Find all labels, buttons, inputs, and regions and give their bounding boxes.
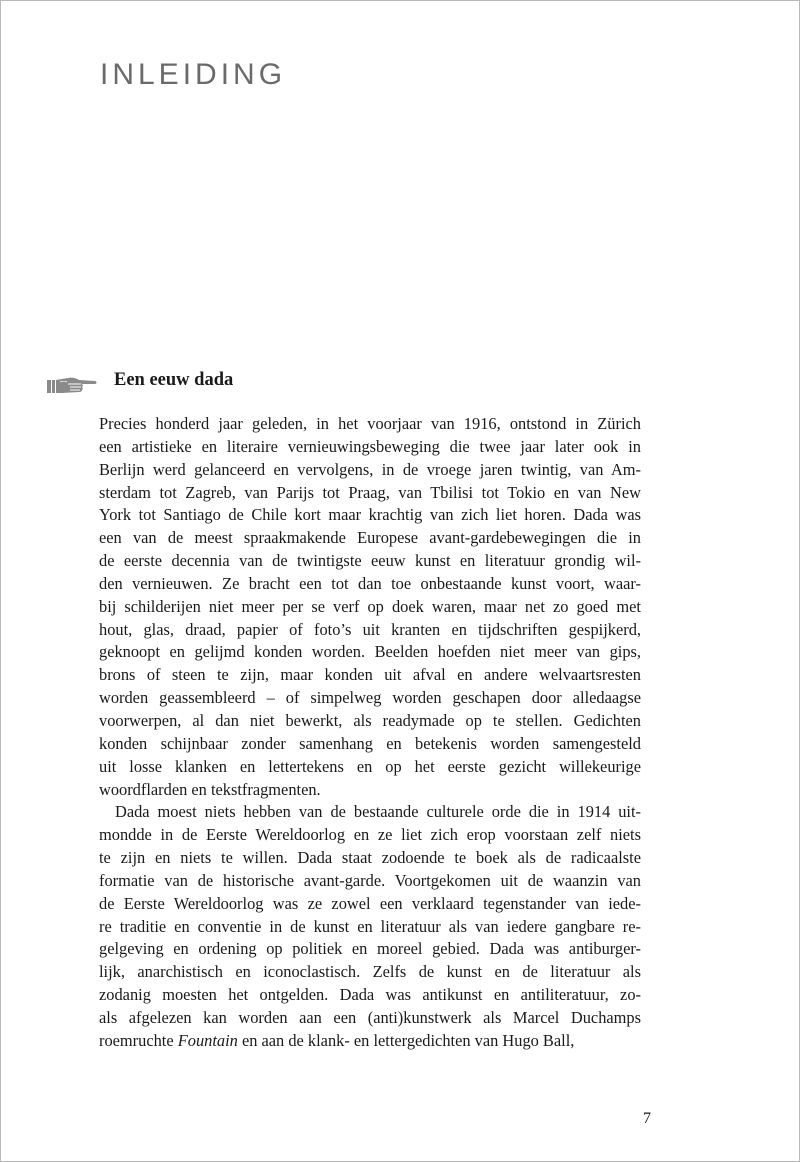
page-number: 7 <box>643 1110 651 1127</box>
chapter-title: INLEIDING <box>100 58 287 91</box>
section-heading: Een eeuw dada <box>114 370 234 390</box>
body-text <box>99 413 641 1053</box>
text-line: woordflarden en tekstfragmenten. <box>99 779 321 799</box>
text-line: gelgeving en ordening op politiek en moreel gebied. Dada was antiburger- <box>99 939 641 959</box>
text-line: als afgelezen kan worden aan een (anti)kunstwerk als Marcel Duchamps <box>99 1007 641 1027</box>
pointing-hand-icon <box>46 373 98 395</box>
text-line: brons of steen te zijn, maar konden uit afval en andere welvaartsresten <box>99 665 641 685</box>
text-line: Dada moest niets hebben van de bestaande culturele orde die in 1914 uit- <box>115 802 641 822</box>
text-line: lijk, anarchistisch en iconoclastisch. Zelfs de kunst en de literatuur als <box>99 962 641 982</box>
text-line: een van de meest spraakmakende Europese avant-gardebewegingen die in <box>99 528 641 548</box>
text-line: formatie van de historische avant-garde. Voortgekomen uit de waanzin van <box>99 870 641 890</box>
text-line: uit losse klanken en lettertekens en op het eerste gezicht willekeurige <box>99 756 641 776</box>
text-line: sterdam tot Zagreb, van Parijs tot Praag, van Tbilisi tot Tokio en van New <box>99 482 641 502</box>
text-line: geknoopt en gelijmd konden worden. Beelden hoefden niet meer van gips, <box>99 642 641 662</box>
text-line: Berlijn werd gelanceerd en vervolgens, in de vroege jaren twintig, van Am- <box>99 459 641 479</box>
text-line: te zijn en niets te willen. Dada staat zodoende te boek als de radicaalste <box>99 848 641 868</box>
artwork-title: Fountain <box>177 1030 238 1050</box>
text-line: mondde in de Eerste Wereldoorlog en ze liet zich erop voorstaan zelf niets <box>99 825 641 845</box>
paragraph <box>99 801 641 1029</box>
text-line: hout, glas, draad, papier of foto’s uit kranten en tijdschriften gespijkerd, <box>99 619 641 639</box>
text-line: York tot Santiago de Chile kort maar krachtig van zich liet horen. Dada was <box>99 505 641 525</box>
text-line: re traditie en conventie in de kunst en literatuur als van iedere gangbare re- <box>99 916 641 936</box>
text-line: Precies honderd jaar geleden, in het voorjaar van 1916, ontstond in Zürich <box>99 414 641 433</box>
text-line: roemruchte Fountain en aan de klank- en lettergedichten van Hugo Ball, <box>99 1030 575 1050</box>
text-line: bij schilderijen niet meer per se verf op doek waren, maar net zo goed met <box>99 596 641 616</box>
text-line: konden schijnbaar zonder samenhang en betekenis worden samengesteld <box>99 733 641 753</box>
text-line: een artistieke en literaire vernieuwingsbeweging die twee jaar later ook in <box>99 436 641 456</box>
text-line: zodanig moesten het ontgelden. Dada was antikunst en antiliteratuur, zo- <box>99 985 641 1005</box>
text-line: voorwerpen, al dan niet bewerkt, als readymade op te stellen. Gedichten <box>99 710 641 730</box>
paragraph <box>99 413 641 801</box>
text-line: de Eerste Wereldoorlog was ze zowel een verklaard tegenstander van iede- <box>99 893 641 913</box>
text-line: de eerste decennia van de twintigste eeuw kunst en literatuur grondig wil- <box>99 551 641 571</box>
text-line: worden geassembleerd – of simpelweg worden geschapen door alledaagse <box>99 688 641 708</box>
text-line: den vernieuwen. Ze bracht een tot dan toe onbestaande kunst voort, waar- <box>99 573 641 593</box>
